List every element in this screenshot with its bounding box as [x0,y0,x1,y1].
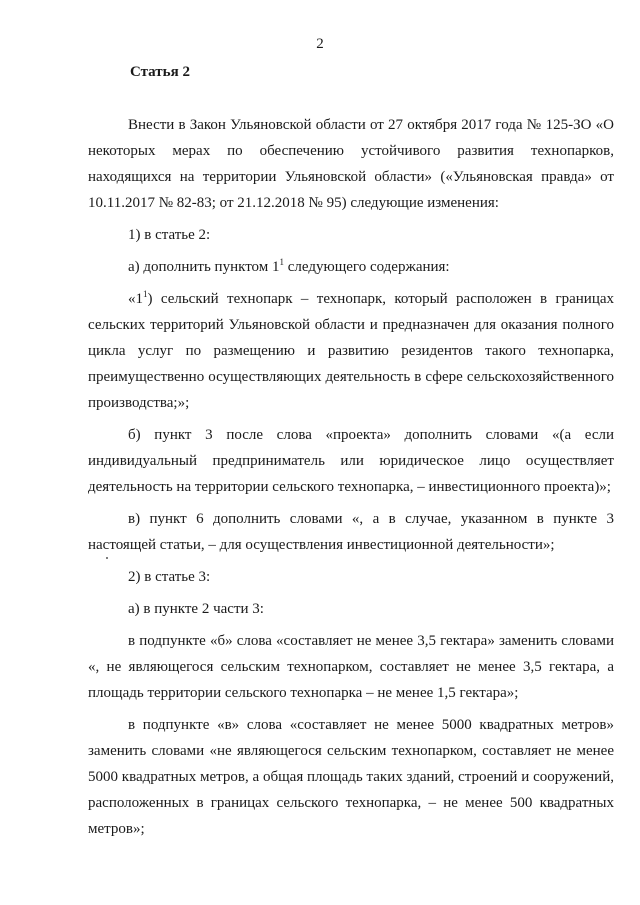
item-1a-suffix: следующего содержания: [284,259,450,275]
item-1a-text: а) дополнить пунктом 1 [128,259,280,275]
item-1b-paragraph: б) пункт 3 после слова «проекта» дополнить словами «(а если индивидуальный предприниматель или юридическое лицо осуществляет деятельность на территории сельского технопарка, – инвестиционного проекта)»; [88,427,614,495]
item-1a-paragraph [88,254,614,280]
item-2-heading: 2) в статье 3: [128,569,211,585]
superscript-one: 1 [279,257,285,267]
new-point-paragraph [88,286,614,416]
scan-speck [106,557,108,559]
article-body [88,112,614,842]
page-number: 2 [316,36,324,52]
intro-paragraph: Внести в Закон Ульяновской области от 27 октября 2017 года № 125-ЗО «О некоторых мерах по обеспечению устойчивого развития технопарков, находящихся на территории Ульяновской области» («Ульяновская правда» от 10.11.2017 № 82-83; от 21.12.2018 № 95) следующие изменения: [88,117,614,211]
article-heading: Статья 2 [130,64,190,80]
item-2a-paragraph: а) в пункте 2 части 3: [128,601,264,617]
subitem-v-paragraph: в подпункте «в» слова «составляет не менее 5000 квадратных метров» заменить словами «не являющегося сельским технопарком, составляет не менее 5000 квадратных метров, а общая площадь таких зданий, строений и сооружений, расположенных в границах сельского технопарка, – не менее 500 квадратных метров»; [88,717,614,837]
superscript-one-quote: 1 [143,289,148,299]
new-point-text: сельский технопарк – технопарк, который расположен в границах сельских территорий Ульяновской области и предназначен для оказания полного цикла услуг по размещению и развитию резидентов такого технопарка, преимущественно осуществляющих деятельность в сфере сельскохозяйственного производства;»; [88,291,614,411]
item-1v-paragraph: в) пункт 6 дополнить словами «, а в случае, указанном в пункте 3 настоящей статьи, – для осуществления инвестиционной деятельности»; [88,511,614,553]
item-1-heading: 1) в статье 2: [128,227,211,243]
quote-open: «1 [128,291,143,307]
quote-close: ) [147,291,153,307]
subitem-b-paragraph: в подпункте «б» слова «составляет не менее 3,5 гектара» заменить словами «, не являющегося сельским технопарком, составляет не менее 3,5 гектара, а площадь территории сельского технопарка – не менее 1,5 гектара»; [88,633,614,701]
